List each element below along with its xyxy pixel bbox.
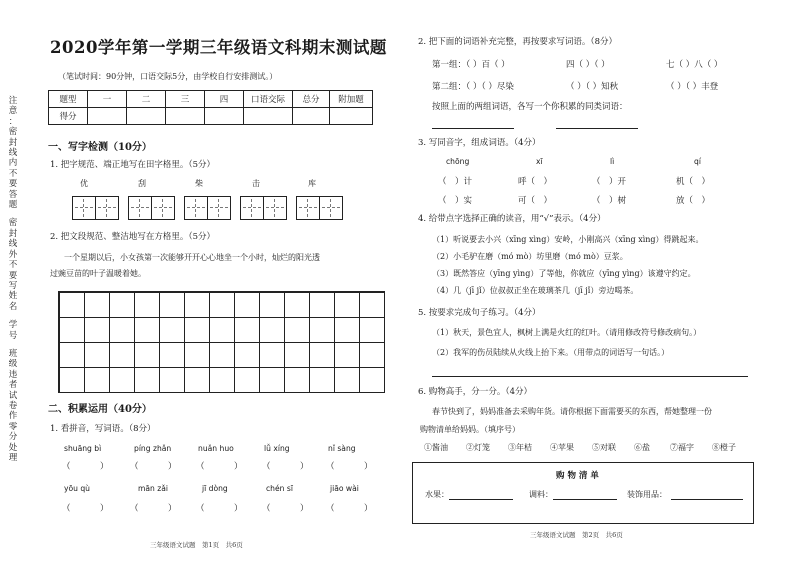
passage-line: 一个星期以后，小女孩第一次能够开开心心地坐一个小时，灿烂的阳光透 — [64, 253, 320, 262]
pinyin: xī — [536, 157, 543, 166]
side-char: 学 — [8, 320, 18, 331]
side-char: 处 — [8, 442, 18, 453]
tian-grid-box[interactable] — [151, 196, 175, 220]
tian-grid-box[interactable] — [319, 196, 343, 220]
shop-item: ⑤对联 — [592, 443, 616, 452]
answer-blank[interactable]: （ ） — [196, 504, 244, 514]
side-char: 线 — [8, 239, 18, 250]
tian-grid-box[interactable] — [128, 196, 152, 220]
decor-answer-line[interactable] — [671, 499, 743, 500]
pinyin: yōu qù — [64, 484, 90, 493]
section2-title: 二、积累运用（40分） — [48, 404, 152, 415]
page-title: 2020学年第一学期三年级语文科期末测试题 — [50, 38, 387, 57]
s2-q1: 1. 看拼音，写词语。（8分） — [50, 424, 156, 434]
score-cell[interactable] — [166, 108, 205, 125]
answer-line[interactable] — [432, 376, 748, 377]
spice-answer-line[interactable] — [553, 499, 617, 500]
side-char: 作 — [8, 411, 18, 422]
answer-blank[interactable]: （ ） — [262, 504, 310, 514]
r-q2-g2: 第二组：（ ）（ ）尽染 — [432, 82, 514, 92]
side-char: 外 — [8, 249, 18, 260]
r-q5: 5. 按要求完成句子练习。（4分） — [418, 308, 541, 318]
shop-item: ③年桔 — [508, 443, 532, 452]
char-label: 刮 — [138, 179, 146, 188]
tian-grid-box[interactable] — [296, 196, 320, 220]
r-q2-g1: 第一组：（ ）百（ ） — [432, 60, 510, 70]
answer-line[interactable] — [432, 128, 514, 129]
side-char: 密 — [8, 127, 18, 138]
side-char: 线 — [8, 148, 18, 159]
side-char: 分 — [8, 432, 18, 443]
side-char: 班 — [8, 348, 18, 359]
char-label: 击 — [252, 179, 260, 188]
tian-grid-box[interactable] — [72, 196, 96, 220]
side-char: 要 — [8, 179, 18, 190]
side-char: 答 — [8, 189, 18, 200]
side-char: 违 — [8, 369, 18, 380]
side-char: 名 — [8, 301, 18, 312]
side-char: 写 — [8, 280, 18, 291]
binding-margin-note — [6, 96, 20, 463]
q4-line: （2）小毛驴在磨（mó mò）坊里磨（mó mò）豆浆。 — [432, 252, 628, 261]
side-char: 不 — [8, 168, 18, 179]
list-spice-label: 调料： — [529, 490, 553, 499]
char-label: 库 — [308, 179, 316, 188]
pinyin: jiāo wài — [330, 484, 359, 493]
answer-blank[interactable]: （ ） — [130, 462, 178, 472]
q4-line: （3）既然答应（yīng yìng）了等他，你就应（yīng yìng）该遵守约定。 — [432, 269, 696, 278]
shopping-list-box — [412, 462, 754, 524]
side-char: 零 — [8, 421, 18, 432]
score-header-cell: 总分 — [293, 91, 330, 108]
answer-line[interactable] — [556, 128, 638, 129]
pinyin: chōng — [446, 157, 470, 166]
side-char: 号 — [8, 330, 18, 341]
tian-grid-box[interactable] — [207, 196, 231, 220]
side-char: 级 — [8, 359, 18, 370]
answer-blank[interactable]: （ ） — [326, 462, 374, 472]
score-header-cell: 口语交际 — [244, 91, 293, 108]
r-q2: 2. 把下面的词语补充完整，再按要求写词语。（8分） — [418, 37, 617, 47]
pinyin: nǐ sàng — [328, 444, 356, 453]
exam-note: （笔试时间：90分钟，口语交际5分，由学校自行安排测试。） — [58, 72, 278, 81]
answer-blank[interactable]: （ ） — [62, 504, 110, 514]
side-char: 理 — [8, 453, 18, 463]
pinyin: mān zǎi — [138, 484, 169, 493]
r-q2-g1b: 四（ ）（ ） — [566, 60, 610, 70]
side-char: 姓 — [8, 291, 18, 302]
q5-line: （2）我军的伤员陆续从火线上抬下来。（用带点的词语写一句话。） — [432, 348, 670, 357]
score-cell[interactable] — [205, 108, 244, 125]
tian-grid-box[interactable] — [184, 196, 208, 220]
shop-item: ⑧橙子 — [712, 443, 736, 452]
side-char: 封 — [8, 228, 18, 239]
q5-line: （1）秋天，景色宜人，枫树上满是火红的红叶。（请用修改符号修改病句。） — [432, 328, 702, 337]
q3-word[interactable]: 放（ ） — [676, 196, 711, 206]
r-q4: 4. 给带点字选择正确的读音，用“√”表示。（4分） — [418, 214, 606, 224]
pinyin: lǚ xíng — [264, 444, 290, 453]
pinyin: jī dòng — [202, 484, 228, 493]
side-char: 意 — [8, 106, 18, 117]
r-q2-instr: 按照上面的两组词语，各写一个你积累的同类词语： — [432, 102, 628, 112]
r-q6: 6. 购物高手，分一分。（4分） — [418, 387, 532, 397]
pinyin: nuǎn huo — [198, 444, 234, 453]
page-footer: 三年级语文试题 第2页 共6页 — [530, 531, 623, 539]
q6-text: 春节快到了，妈妈准备去采购年货。请你根据下面需要买的东西，帮她整理一份 — [432, 407, 712, 416]
answer-blank[interactable]: （ ） — [196, 462, 244, 472]
side-char: ： — [8, 116, 18, 127]
s1-q2: 2. 把文段规范、整洁地写在方格里。（5分） — [50, 232, 215, 242]
q4-line: （1）听说要去小兴（xīng xìng）安岭，小刚高兴（xīng xìng）得跳起来。 — [432, 235, 704, 244]
q3-word[interactable]: （ ）实 — [438, 196, 473, 206]
fruit-answer-line[interactable] — [449, 499, 513, 500]
q3-word[interactable]: 呼（ ） — [518, 177, 553, 187]
q3-word[interactable]: （ ）计 — [438, 177, 473, 187]
tian-grid-box[interactable] — [240, 196, 264, 220]
passage-line: 过豌豆苗的叶子温暖着她。 — [50, 269, 146, 278]
section1-title: 一、写字检测（10分） — [48, 142, 152, 153]
pinyin: chén sī — [266, 484, 293, 493]
score-cell[interactable] — [244, 108, 293, 125]
shop-item: ①酱油 — [424, 443, 448, 452]
side-char: 内 — [8, 158, 18, 169]
score-header-cell: 四 — [205, 91, 244, 108]
side-char: 要 — [8, 270, 18, 281]
side-char: 密 — [8, 218, 18, 229]
side-char: 者 — [8, 380, 18, 391]
list-decor-label: 装饰用品： — [627, 490, 667, 499]
page-footer: 三年级语文试题 第1页 共6页 — [150, 541, 243, 549]
char-label: 柴 — [195, 179, 203, 188]
tian-grid-box[interactable] — [95, 196, 119, 220]
shop-item: ②灯笼 — [466, 443, 490, 452]
score-table — [48, 90, 373, 125]
shop-item: ④苹果 — [550, 443, 574, 452]
r-q3: 3. 写同音字，组成词语。（4分） — [418, 138, 541, 148]
score-header-cell: 一 — [88, 91, 127, 108]
side-char: 封 — [8, 137, 18, 148]
q3-word[interactable]: 机（ ） — [676, 177, 711, 187]
score-cell[interactable] — [88, 108, 127, 125]
score-header-cell: 三 — [166, 91, 205, 108]
pinyin: píng zhǎn — [134, 444, 172, 453]
shop-item: ⑥盐 — [634, 443, 650, 452]
char-label: 优 — [80, 179, 88, 188]
side-char: 题 — [8, 200, 18, 211]
side-char: 试 — [8, 390, 18, 401]
side-char: 注 — [8, 96, 18, 106]
tian-grid-box[interactable] — [263, 196, 287, 220]
score-cell[interactable] — [293, 108, 330, 125]
pinyin: shuāng bì — [64, 444, 102, 453]
q3-word[interactable]: （ ）树 — [592, 196, 627, 206]
r-q2-g2c: （ ）（ ）丰登 — [666, 82, 719, 92]
q6-text: 购物清单给妈妈。（填序号） — [420, 425, 520, 434]
score-row-label: 得分 — [49, 108, 88, 125]
shopping-list-title: 购 物 清 单 — [556, 471, 599, 481]
q4-line: （4）几（jī jǐ）位叔叔正坐在玻璃茶几（jī jǐ）旁边喝茶。 — [432, 286, 639, 295]
pinyin: lì — [610, 157, 615, 166]
list-fruit-label: 水果： — [425, 490, 449, 499]
answer-blank[interactable]: （ ） — [262, 462, 310, 472]
q3-word[interactable]: 可（ ） — [518, 196, 553, 206]
shop-item: ⑦福字 — [670, 443, 694, 452]
pinyin: qí — [694, 157, 701, 166]
writing-grid[interactable] — [58, 291, 385, 393]
score-cell[interactable] — [330, 108, 373, 125]
side-char: 卷 — [8, 400, 18, 411]
r-q2-g2b: （ ）（ ）知秋 — [566, 82, 619, 92]
s1-q1: 1. 把字规范、端正地写在田字格里。（5分） — [50, 160, 215, 170]
answer-blank[interactable]: （ ） — [326, 504, 374, 514]
side-char: 不 — [8, 260, 18, 271]
score-header-cell: 二 — [127, 91, 166, 108]
score-cell[interactable] — [127, 108, 166, 125]
q3-word[interactable]: （ ）开 — [592, 177, 627, 187]
answer-blank[interactable]: （ ） — [130, 504, 178, 514]
answer-blank[interactable]: （ ） — [62, 462, 110, 472]
score-header-cell: 附加题 — [330, 91, 373, 108]
r-q2-g1c: 七（ ）八（ ） — [666, 60, 723, 70]
score-header-cell: 题型 — [49, 91, 88, 108]
